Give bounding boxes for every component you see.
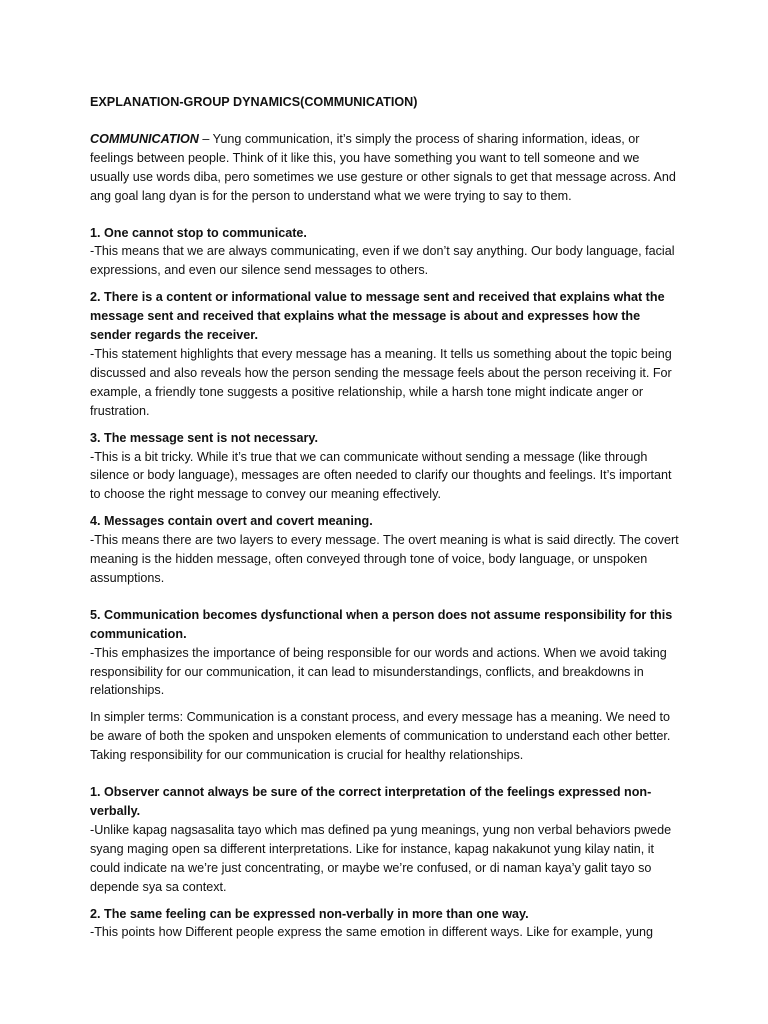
nonverbal-item-1 <box>90 783 680 896</box>
nonverbal-heading: 1. Observer cannot always be sure of the correct interpretation of the feelings expressed non-verbally. <box>90 785 652 818</box>
principle-item-4 <box>90 512 680 588</box>
intro-paragraph <box>90 130 680 206</box>
principle-item-1 <box>90 224 680 281</box>
document-title: EXPLANATION-GROUP DYNAMICS(COMMUNICATION) <box>90 95 418 109</box>
principle-heading: 3. The message sent is not necessary. <box>90 430 318 445</box>
nonverbal-heading: 2. The same feeling can be expressed non-verbally in more than one way. <box>90 906 529 921</box>
nonverbal-body: -Unlike kapag nagsasalita tayo which mas defined pa yung meanings, yung non verbal behaviors pwede syang maging open sa different interpretations. Like for instance, kapag nakakunot yung kilay natin, it could indicate na we’re just concentrating, or maybe we’re confused, or di naman kaya’y galit tayo so depende sya sa context. <box>90 822 672 894</box>
nonverbal-item-2 <box>90 905 680 943</box>
principle-body: -This emphasizes the importance of being responsible for our words and actions. When we avoid taking responsibility for our communication, it can lead to misunderstandings, conflicts, and breakdowns in relationships. <box>90 645 667 698</box>
principle-body: -This means there are two layers to every message. The overt meaning is what is said directly. The covert meaning is the hidden message, often conveyed through tone of voice, body language, or unspoken assumptions. <box>90 533 679 585</box>
principle-heading: 4. Messages contain overt and covert meaning. <box>90 514 373 529</box>
principle-body: -This statement highlights that every message has a meaning. It tells us something about the topic being discussed and also reveals how the person sending the message feels about the person receiving it. For example, a friendly tone suggests a positive relationship, while a harsh tone might indicate anger or frustration. <box>90 346 672 418</box>
principle-item-5 <box>90 606 680 701</box>
principle-heading: 5. Communication becomes dysfunctional when a person does not assume responsibility for this communication. <box>90 607 673 641</box>
intro-term: COMMUNICATION <box>90 131 199 146</box>
principle-body: -This means that we are always communicating, even if we don’t say anything. Our body language, facial expressions, and even our silence send messages to others. <box>90 244 675 278</box>
principle-heading: 2. There is a content or informational value to message sent and received that explains what the message sent and received that explains what the message is about and expresses how the sender regards the receiver. <box>90 290 665 343</box>
principle-item-2 <box>90 288 680 420</box>
nonverbal-body: -This points how Different people express the same emotion in different ways. Like for example, yung <box>90 925 654 940</box>
summary-paragraph: In simpler terms: Communication is a constant process, and every message has a meaning. We need to be aware of both the spoken and unspoken elements of communication to understand each other better. Taking responsibility for our communication is crucial for healthy relationships. <box>90 710 671 763</box>
principle-body: -This is a bit tricky. While it’s true that we can communicate without sending a message (like through silence or body language), messages are often needed to clarify our thoughts and feelings. It’s important to choose the right message to convey our meaning effectively. <box>90 449 672 502</box>
principle-heading: 1. One cannot stop to communicate. <box>90 225 307 240</box>
document-page <box>90 93 680 950</box>
intro-text: – Yung communication, it’s simply the process of sharing information, ideas, or feelings between people. Think of it like this, you have something you want to tell someone and we usually use words diba, pero sometimes we use gesture or other signals to get that message across. And ang goal lang dyan is for the person to understand what we were trying to say to them. <box>90 131 676 203</box>
principle-item-3 <box>90 429 680 505</box>
